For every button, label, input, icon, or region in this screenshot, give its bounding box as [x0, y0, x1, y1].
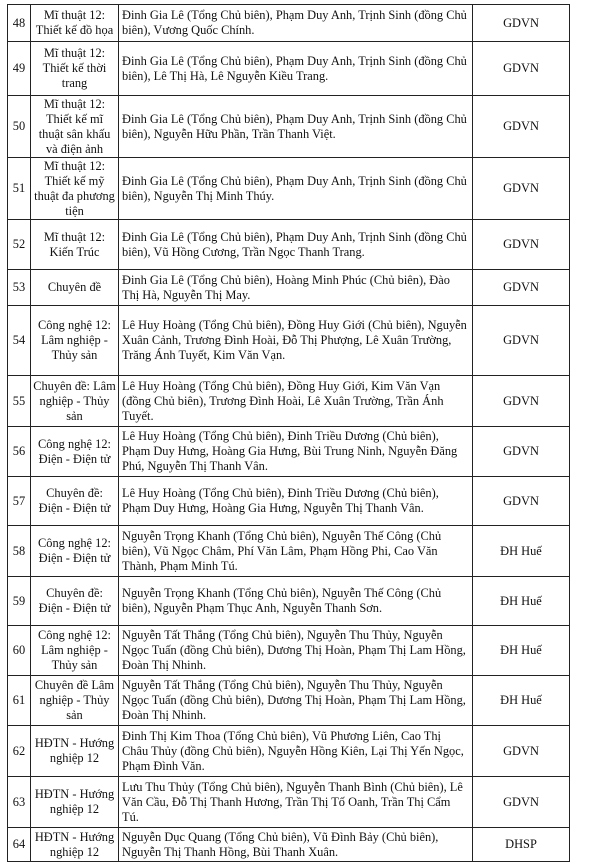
subject-name: Chuyên đề — [31, 270, 119, 306]
authors-list: Nguyễn Trọng Khanh (Tổng Chủ biên), Nguyễn Thế Công (Chủ biên), Vũ Ngọc Châm, Phí Văn Lâm, Phạm Hồng Phi, Cao Văn Thành, Phạm Minh Tú. — [119, 526, 473, 577]
authors-list: Nguyễn Trọng Khanh (Tổng Chủ biên), Nguyễn Thế Công (Chủ biên), Nguyễn Phạm Thục Anh, Nguyễn Thanh Sơn. — [119, 577, 473, 626]
table-row — [8, 42, 570, 96]
publisher-name: ĐH Huế — [473, 676, 570, 726]
row-number: 56 — [8, 427, 31, 477]
subject-name: Công nghệ 12: Điện - Điện tử — [31, 427, 119, 477]
table-row — [8, 777, 570, 828]
table-row — [8, 427, 570, 477]
subject-name: HĐTN - Hướng nghiệp 12 — [31, 777, 119, 828]
subject-name: Chuyên đề: Lâm nghiệp - Thủy sản — [31, 376, 119, 427]
table-row — [8, 270, 570, 306]
row-number: 60 — [8, 626, 31, 676]
table-row — [8, 676, 570, 726]
authors-list: Đinh Gia Lê (Tổng Chủ biên), Phạm Duy Anh, Trịnh Sinh (đồng Chủ biên), Nguyễn Hữu Phần, Trần Thanh Việt. — [119, 96, 473, 158]
row-number: 52 — [8, 220, 31, 270]
row-number: 55 — [8, 376, 31, 427]
table-row — [8, 726, 570, 777]
publisher-name: ĐH Huế — [473, 526, 570, 577]
row-number: 48 — [8, 5, 31, 42]
textbook-list-table — [7, 4, 570, 862]
subject-name: Mĩ thuật 12: Thiết kế mĩ thuật sân khấu và điện ảnh — [31, 96, 119, 158]
authors-list: Đinh Gia Lê (Tổng Chủ biên), Phạm Duy Anh, Trịnh Sinh (đồng Chủ biên), Nguyễn Thị Minh Thúy. — [119, 158, 473, 220]
table-row — [8, 626, 570, 676]
publisher-name: GDVN — [473, 477, 570, 526]
table-row — [8, 477, 570, 526]
authors-list: Lê Huy Hoàng (Tổng Chủ biên), Đồng Huy Giới, Kim Văn Vạn (đồng Chủ biên), Trương Đình Hoài, Lê Xuân Trường, Trần Ánh Tuyết. — [119, 376, 473, 427]
subject-name: Mĩ thuật 12: Thiết kế thời trang — [31, 42, 119, 96]
subject-name: Công nghệ 12: Lâm nghiệp - Thủy sản — [31, 306, 119, 376]
subject-name: Mĩ thuật 12: Kiến Trúc — [31, 220, 119, 270]
table-row — [8, 96, 570, 158]
row-number: 64 — [8, 828, 31, 862]
row-number: 61 — [8, 676, 31, 726]
subject-name: Chuyên đề: Điện - Điện tử — [31, 477, 119, 526]
subject-name: Công nghệ 12: Điện - Điện tử — [31, 526, 119, 577]
authors-list: Nguyễn Tất Thắng (Tổng Chủ biên), Nguyễn Thu Thủy, Nguyễn Ngọc Tuấn (đồng Chủ biên), Dương Thị Hoàn, Phạm Thị Lam Hồng, Đoàn Thị Nhinh. — [119, 626, 473, 676]
subject-name: HĐTN - Hướng nghiệp 12 — [31, 726, 119, 777]
table-row — [8, 158, 570, 220]
subject-name: Chuyên đề Lâm nghiệp - Thủy sản — [31, 676, 119, 726]
authors-list: Đinh Gia Lê (Tổng Chủ biên), Hoàng Minh Phúc (Chủ biên), Đào Thị Hà, Nguyễn Thị May. — [119, 270, 473, 306]
row-number: 58 — [8, 526, 31, 577]
publisher-name: GDVN — [473, 96, 570, 158]
authors-list: Lưu Thu Thủy (Tổng Chủ biên), Nguyễn Thanh Bình (Chủ biên), Lê Văn Cầu, Đỗ Thị Thanh Hương, Trần Thị Tố Oanh, Trần Thị Cẩm Tú. — [119, 777, 473, 828]
publisher-name: GDVN — [473, 270, 570, 306]
publisher-name: GDVN — [473, 5, 570, 42]
row-number: 49 — [8, 42, 31, 96]
publisher-name: ĐH Huế — [473, 626, 570, 676]
row-number: 59 — [8, 577, 31, 626]
publisher-name: GDVN — [473, 376, 570, 427]
table-row — [8, 376, 570, 427]
table-row — [8, 828, 570, 862]
table-row — [8, 306, 570, 376]
authors-list: Lê Huy Hoàng (Tổng Chủ biên), Đinh Triều Dương (Chủ biên), Phạm Duy Hưng, Hoàng Gia Hưng, Nguyễn Thị Thanh Vân. — [119, 477, 473, 526]
publisher-name: ĐH Huế — [473, 577, 570, 626]
publisher-name: GDVN — [473, 306, 570, 376]
authors-list: Lê Huy Hoàng (Tổng Chủ biên), Đinh Triều Dương (Chủ biên), Phạm Duy Hưng, Hoàng Gia Hưng, Bùi Trung Ninh, Nguyễn Đăng Phú, Nguyễn Thị Thanh Vân. — [119, 427, 473, 477]
row-number: 62 — [8, 726, 31, 777]
table-row — [8, 5, 570, 42]
row-number: 63 — [8, 777, 31, 828]
table-body — [8, 5, 570, 862]
subject-name: HĐTN - Hướng nghiệp 12 — [31, 828, 119, 862]
publisher-name: GDVN — [473, 42, 570, 96]
row-number: 51 — [8, 158, 31, 220]
authors-list: Đinh Gia Lê (Tổng Chủ biên), Phạm Duy Anh, Trịnh Sinh (đồng Chủ biên), Lê Thị Hà, Lê Nguyễn Kiều Trang. — [119, 42, 473, 96]
subject-name: Mĩ thuật 12: Thiết kế đồ họa — [31, 5, 119, 42]
publisher-name: GDVN — [473, 777, 570, 828]
row-number: 53 — [8, 270, 31, 306]
subject-name: Mĩ thuật 12: Thiết kế mỹ thuật đa phương tiện — [31, 158, 119, 220]
authors-list: Đinh Gia Lê (Tổng Chủ biên), Phạm Duy Anh, Trịnh Sinh (đồng Chủ biên), Vũ Hồng Cương, Trần Ngọc Thanh Trang. — [119, 220, 473, 270]
authors-list: Lê Huy Hoàng (Tổng Chủ biên), Đồng Huy Giới (Chủ biên), Nguyễn Xuân Cảnh, Trương Đình Hoài, Đỗ Thị Phượng, Lê Xuân Trường, Trăng Ánh Tuyết, Kim Văn Vạn. — [119, 306, 473, 376]
table-row — [8, 220, 570, 270]
subject-name: Chuyên đề: Điện - Điện tử — [31, 577, 119, 626]
publisher-name: GDVN — [473, 427, 570, 477]
publisher-name: GDVN — [473, 726, 570, 777]
subject-name: Công nghệ 12: Lâm nghiệp - Thủy sản — [31, 626, 119, 676]
table-row — [8, 526, 570, 577]
table-row — [8, 577, 570, 626]
row-number: 57 — [8, 477, 31, 526]
authors-list: Đinh Gia Lê (Tổng Chủ biên), Phạm Duy Anh, Trịnh Sinh (đồng Chủ biên), Vương Quốc Chính. — [119, 5, 473, 42]
authors-list: Nguyễn Dục Quang (Tổng Chủ biên), Vũ Đình Bảy (Chủ biên), Nguyễn Thị Thanh Hồng, Bùi Thanh Xuân. — [119, 828, 473, 862]
row-number: 50 — [8, 96, 31, 158]
publisher-name: GDVN — [473, 220, 570, 270]
row-number: 54 — [8, 306, 31, 376]
publisher-name: GDVN — [473, 158, 570, 220]
authors-list: Nguyễn Tất Thắng (Tổng Chủ biên), Nguyễn Thu Thủy, Nguyễn Ngọc Tuấn (đồng Chủ biên), Dương Thị Hoàn, Phạm Thị Lam Hồng, Đoàn Thị Nhinh. — [119, 676, 473, 726]
publisher-name: DHSP — [473, 828, 570, 862]
authors-list: Đinh Thị Kim Thoa (Tổng Chủ biên), Vũ Phương Liên, Cao Thị Châu Thủy (đồng Chủ biên), Nguyễn Hồng Kiên, Lại Thị Yến Ngọc, Phạm Đình Văn. — [119, 726, 473, 777]
